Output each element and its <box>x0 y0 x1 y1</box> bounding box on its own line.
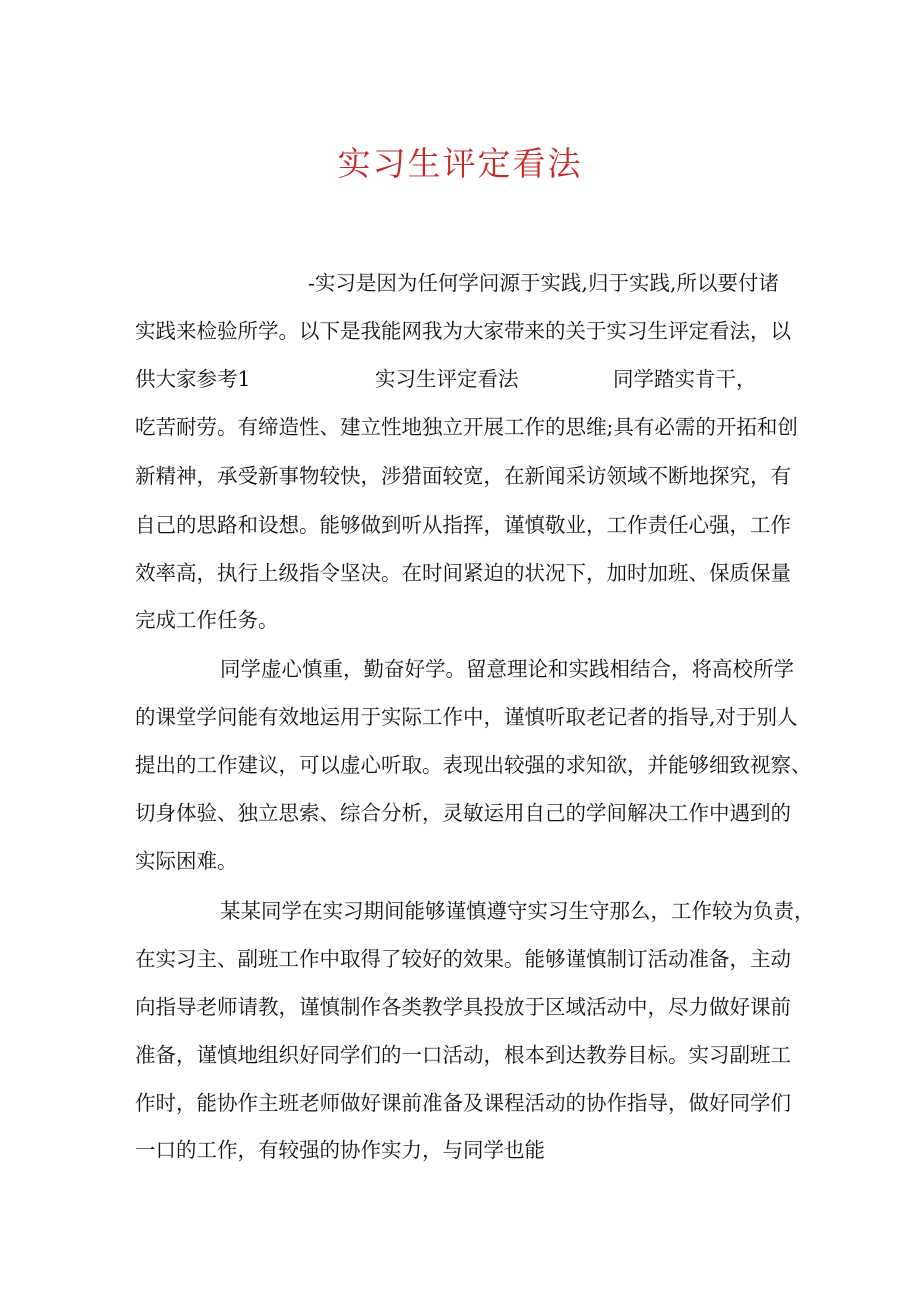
text-line: 在实习主、副班工作中取得了较好的效果。能够谨慎制订活动准备，主动 <box>135 947 791 971</box>
text-segment: 供大家参考1 <box>135 367 251 391</box>
text-line: 切身体验、独立思索、综合分析，灵敏运用自己的学间解决工作中遇到的 <box>135 801 791 825</box>
text-line: 同学虚心慎重，勤奋好学。留意理论和实践相结合，将高校所学 <box>220 657 794 681</box>
text-line: 的课堂学问能有效地运用于实际工作中，谨慎听取老记者的指导,对于别人 <box>135 705 798 729</box>
text-line: 实际困难。 <box>135 849 238 873</box>
text-segment: 实习生评定看法 <box>375 367 519 391</box>
text-line: 吃苦耐劳。有缔造性、建立性地独立开展工作的思维;具有必需的开拓和创 <box>135 415 798 439</box>
text-line: 向指导老师请教，谨慎制作各类教学具投放于区域活动中，尽力做好课前 <box>135 995 791 1019</box>
document-title: 实习生评定看法 <box>337 144 583 183</box>
text-line: 效率高，执行上级指令坚决。在时间紧迫的状况下，加时加班、保质保量 <box>135 561 791 585</box>
text-segment: 同学踏实肯干， <box>613 367 757 391</box>
text-line: 新精神，承受新事物较快，涉猎面较宽，在新闻采访领域不断地探究，有 <box>135 464 791 488</box>
text-line: 完成工作任务。 <box>135 608 279 632</box>
text-line: 自己的思路和设想。能够做到听从指挥，谨慎敬业，工作责任心强，工作 <box>135 513 791 537</box>
text-line: 提出的工作建议，可以虚心听取。表现出较强的求知欲，并能够细致视察、 <box>135 753 812 777</box>
text-line: 一口的工作，有较强的协作实力，与同学也能 <box>135 1138 545 1162</box>
text-line: 某某同学在实习期间能够谨慎遵守实习生守那么，工作较为负责， <box>220 899 815 923</box>
text-line: 作时，能协作主班老师做好课前准备及课程活动的协作指导，做好同学们 <box>135 1091 791 1115</box>
text-line: 实践来检验所学。以下是我能网我为大家带来的关于实习生评定看法，以 <box>135 319 791 343</box>
text-line: 准备，谨慎地组织好同学们的一口活动，根本到达教券目标。实习副班工 <box>135 1043 791 1067</box>
text-line: -实习是因为任何学问源于实践,归于实践,所以要付诸 <box>308 271 779 295</box>
